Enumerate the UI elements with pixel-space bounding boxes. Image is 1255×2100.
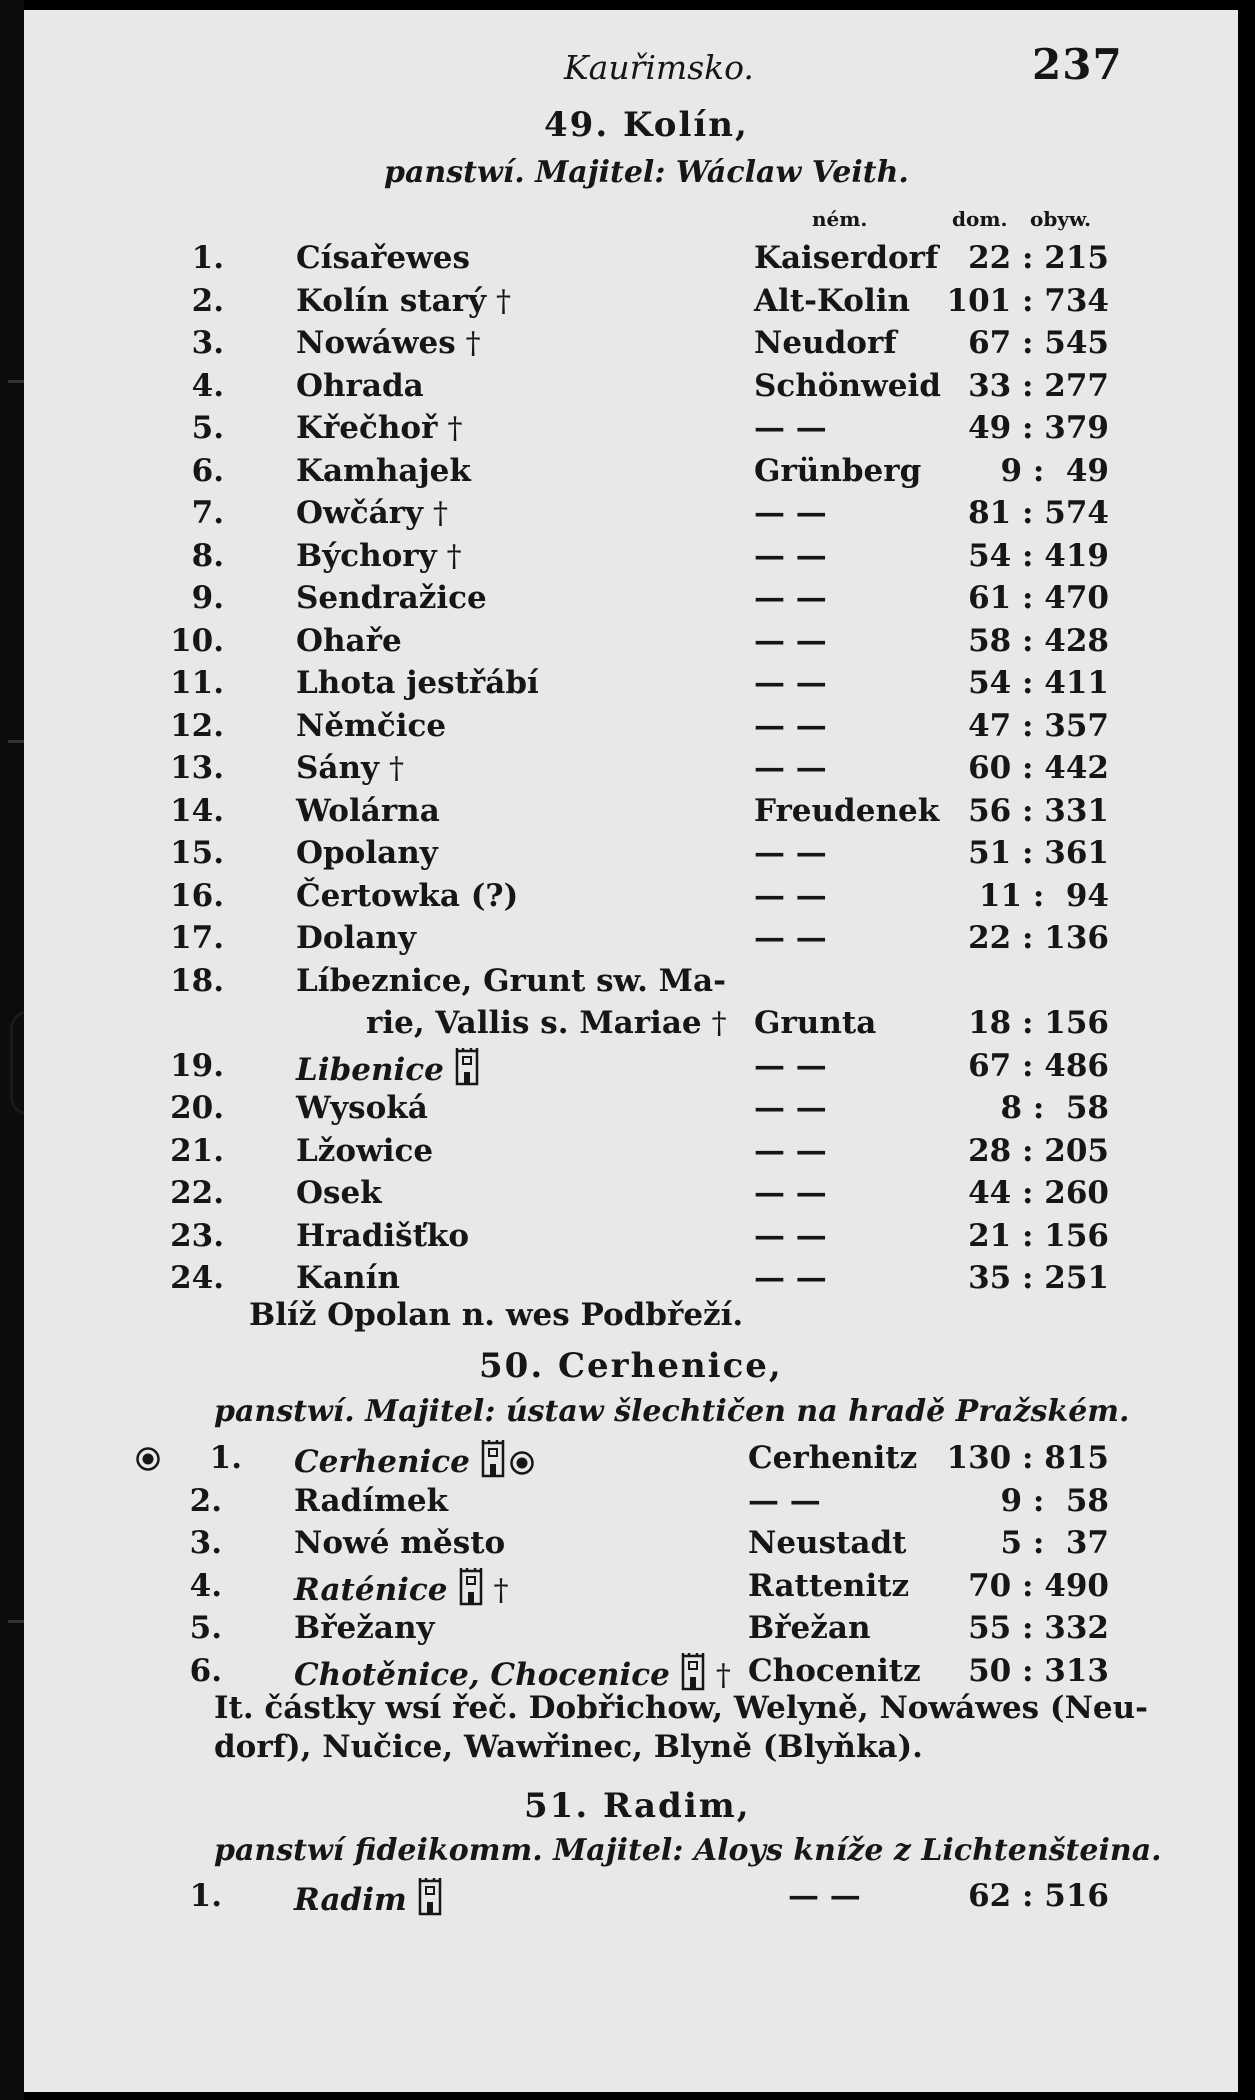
houses-inhabitants: 33 : 277 (968, 367, 1109, 404)
col-header-inhabitants: obyw. (1030, 207, 1092, 231)
table-row (24, 240, 1238, 282)
houses-inhabitants: 50 : 313 (968, 1652, 1109, 1689)
houses-inhabitants: 101 : 734 (946, 282, 1109, 319)
place-name (296, 750, 404, 786)
houses-inhabitants: 28 : 205 (968, 1132, 1109, 1169)
place-name-text: Býchory (296, 537, 437, 574)
running-title: Kauřimsko. (564, 48, 754, 87)
parish-cross-icon: † (711, 1006, 727, 1041)
table-row (24, 453, 1238, 495)
place-name-text: Kanín (296, 1260, 400, 1296)
houses-inhabitants: 61 : 470 (968, 580, 1109, 616)
row-number: 2. (191, 282, 224, 319)
row-number: 22. (170, 1175, 224, 1211)
place-name (296, 1260, 400, 1296)
row-number: 23. (170, 1217, 224, 1254)
table-row (24, 1653, 1238, 1695)
row-number: 7. (191, 495, 224, 531)
table-row (24, 283, 1238, 325)
houses-inhabitants: 54 : 411 (968, 665, 1109, 701)
row-number: 1. (189, 1878, 222, 1914)
german-name: — — (754, 707, 827, 744)
table-row (24, 325, 1238, 367)
place-name (296, 1090, 428, 1126)
table-row (24, 1218, 1238, 1260)
place-name (296, 963, 726, 999)
houses-inhabitants: 60 : 442 (968, 750, 1109, 786)
houses-inhabitants: 22 : 215 (968, 240, 1109, 276)
german-name: — — (788, 1878, 861, 1914)
spine-mark (8, 1620, 24, 1623)
note-line: Blíž Opolan n. wes Podbřeží. (249, 1297, 744, 1333)
row-number: 3. (189, 1525, 222, 1561)
houses-inhabitants: 51 : 361 (968, 835, 1109, 871)
houses-inhabitants: 62 : 516 (968, 1878, 1109, 1914)
german-name: Rattenitz (748, 1567, 910, 1604)
place-name-text: Čertowka (?) (296, 877, 519, 914)
german-name: — — (754, 1047, 827, 1084)
owner-line: panstwí. Majitel: ústaw šlechtičen na hradě Pražském. (214, 1394, 1130, 1429)
houses-inhabitants: 47 : 357 (968, 707, 1109, 744)
german-name: Alt-Kolin (754, 282, 911, 319)
german-name: Kaiserdorf (754, 240, 939, 276)
houses-inhabitants: 8 : 58 (1000, 1090, 1109, 1126)
houses-inhabitants: 11 : 94 (978, 877, 1109, 914)
german-name: — — (754, 1260, 827, 1296)
houses-inhabitants: 54 : 419 (968, 537, 1109, 574)
place-name-text: Cerhenice (294, 1444, 470, 1480)
place-name (296, 708, 446, 744)
spine-mark (8, 380, 24, 383)
row-number: 12. (170, 707, 224, 744)
place-name (296, 665, 539, 701)
place-name-text: Opolany (296, 835, 438, 871)
place-name (294, 1878, 443, 1918)
table-row (24, 1175, 1238, 1217)
table-row (24, 410, 1238, 452)
table-row (24, 1440, 1238, 1482)
german-name: Chocenitz (748, 1652, 921, 1689)
place-name (296, 410, 462, 446)
place-name-text: Radímek (294, 1482, 449, 1519)
houses-inhabitants: 44 : 260 (968, 1175, 1109, 1211)
parish-cross-icon: † (465, 326, 481, 361)
owner-line: panstwí fideikomm. Majitel: Aloys kníže z Lichtenšteina. (214, 1833, 1162, 1868)
houses-inhabitants: 35 : 251 (968, 1260, 1109, 1296)
place-name (296, 325, 481, 361)
place-name-text: Lhota jestřábí (296, 665, 539, 701)
col-header-german: ném. (812, 207, 868, 231)
place-name-text: Raténice (294, 1571, 448, 1608)
castle-icon (454, 1048, 480, 1086)
place-name-text: Radim (294, 1882, 407, 1918)
german-name: — — (754, 1132, 827, 1169)
german-name: — — (754, 410, 827, 446)
place-name-text: Owčáry (296, 495, 423, 531)
table-row (24, 1483, 1238, 1525)
parish-cross-icon: † (433, 496, 448, 531)
row-number: 24. (170, 1260, 224, 1296)
table-row (24, 793, 1238, 835)
castle-icon (458, 1568, 484, 1606)
row-number: 5. (189, 1610, 222, 1646)
place-name-text: Ohaře (296, 622, 402, 659)
castle-icon (417, 1878, 443, 1916)
houses-inhabitants: 49 : 379 (968, 410, 1109, 446)
place-name-text: Nowáwes (296, 325, 456, 361)
place-name-text: Chotěnice, Chocenice (294, 1656, 670, 1693)
table-row (24, 665, 1238, 707)
place-name (296, 495, 448, 531)
parish-cross-icon: † (447, 411, 463, 446)
place-name (296, 793, 440, 829)
table-row (24, 708, 1238, 750)
row-number: 3. (191, 325, 224, 361)
table-row (24, 1525, 1238, 1567)
table-row (24, 1878, 1238, 1920)
row-number: 10. (170, 622, 224, 659)
parish-cross-icon: † (493, 1572, 509, 1608)
place-name (294, 1440, 538, 1480)
german-name: — — (748, 1482, 821, 1519)
german-name: Freudenek (754, 792, 940, 829)
row-number: 13. (170, 750, 224, 786)
place-name (296, 623, 402, 659)
table-row (24, 1005, 1238, 1047)
section-title: 49. Kolín, (544, 105, 749, 145)
place-name-text: Křečhoř (296, 410, 438, 446)
place-name (294, 1610, 435, 1646)
german-name: — — (754, 665, 827, 701)
german-name: Grünberg (754, 452, 922, 489)
row-number: 11. (170, 665, 224, 701)
german-name: — — (754, 495, 827, 531)
note-line: dorf), Nučice, Wawřinec, Blyně (Blyňka). (214, 1729, 923, 1765)
place-name-text: Hradišťko (296, 1217, 470, 1254)
table-row (24, 750, 1238, 792)
row-number: 1. (191, 240, 224, 276)
parish-cross-icon: † (389, 751, 405, 786)
place-name-text: Sány (296, 750, 380, 786)
german-name: Schönweid (754, 367, 941, 404)
place-name (366, 1005, 727, 1041)
houses-inhabitants: 9 : 58 (1000, 1482, 1109, 1519)
place-name (296, 580, 487, 616)
place-name-text: Kamhajek (296, 452, 471, 489)
col-header-houses: dom. (952, 207, 1008, 231)
houses-inhabitants: 22 : 136 (968, 920, 1109, 956)
houses-inhabitants: 70 : 490 (968, 1567, 1109, 1604)
german-name: — — (754, 877, 827, 914)
place-name (296, 1175, 382, 1211)
german-name: — — (754, 835, 827, 871)
table-row (24, 1610, 1238, 1652)
houses-inhabitants: 67 : 486 (968, 1047, 1109, 1084)
german-name: — — (754, 622, 827, 659)
place-name (296, 1048, 480, 1088)
place-name-text: Císařewes (296, 240, 470, 276)
place-name (296, 835, 438, 871)
table-row (24, 623, 1238, 665)
place-name (296, 1218, 469, 1254)
row-number: 2. (189, 1482, 222, 1519)
table-row (24, 1090, 1238, 1132)
table-row (24, 368, 1238, 410)
place-name-text: Břežany (294, 1610, 435, 1646)
german-name: Neudorf (754, 325, 897, 361)
table-row (24, 1568, 1238, 1610)
houses-inhabitants: 9 : 49 (1000, 452, 1109, 489)
german-name: — — (754, 1175, 827, 1211)
row-number: 17. (170, 920, 224, 956)
houses-inhabitants: 130 : 815 (946, 1440, 1109, 1476)
spine-mark (8, 740, 24, 743)
place-name-text: Wolárna (296, 792, 440, 829)
place-name (296, 368, 424, 404)
row-number: 1. (209, 1440, 242, 1476)
place-name-text: Němčice (296, 707, 447, 744)
row-number: 9. (191, 580, 224, 616)
place-name-text: Osek (296, 1175, 382, 1211)
place-name (296, 240, 470, 276)
table-row (24, 1260, 1238, 1302)
german-name: — — (754, 750, 827, 786)
row-number: 8. (191, 537, 224, 574)
houses-inhabitants: 21 : 156 (968, 1217, 1109, 1254)
german-name: Neustadt (748, 1525, 907, 1561)
place-name (296, 538, 462, 574)
table-row (24, 1133, 1238, 1175)
place-name (296, 1133, 433, 1169)
place-name (294, 1483, 448, 1519)
houses-inhabitants: 55 : 332 (968, 1610, 1109, 1646)
place-name-text: Kolín starý (296, 282, 487, 319)
row-number: 4. (189, 1567, 222, 1604)
place-name-text: Lžowice (296, 1132, 434, 1169)
parish-cross-icon: † (496, 283, 512, 319)
german-name: Břežan (748, 1610, 871, 1646)
castle-icon (680, 1653, 706, 1691)
book-spine (0, 0, 24, 2100)
page-number: 237 (1032, 40, 1123, 89)
houses-inhabitants: 67 : 545 (968, 325, 1109, 361)
german-name: — — (754, 537, 827, 574)
german-name: — — (754, 580, 827, 616)
place-name-text: rie, Vallis s. Mariae (366, 1005, 702, 1041)
table-row (24, 580, 1238, 622)
table-row (24, 495, 1238, 537)
table-row (24, 1048, 1238, 1090)
section-title: 50. Cerhenice, (479, 1346, 783, 1386)
houses-inhabitants: 18 : 156 (968, 1005, 1109, 1041)
row-number: 4. (191, 367, 224, 404)
houses-inhabitants: 5 : 37 (1000, 1525, 1109, 1561)
row-number: 15. (170, 835, 224, 871)
place-name (296, 453, 471, 489)
table-row (24, 878, 1238, 920)
german-name: — — (754, 1217, 827, 1254)
castle-icon (480, 1440, 506, 1478)
section-title: 51. Radim, (524, 1786, 751, 1826)
table-row (24, 920, 1238, 962)
table-row (24, 963, 1238, 1005)
german-name: — — (754, 920, 827, 956)
book-page (24, 10, 1238, 2092)
place-name (296, 283, 511, 319)
parish-cross-icon: † (715, 1657, 731, 1693)
houses-inhabitants: 56 : 331 (968, 792, 1109, 829)
german-name: Grunta (754, 1005, 877, 1041)
place-name-text: Ohrada (296, 367, 424, 404)
place-name (294, 1653, 731, 1693)
houses-inhabitants: 58 : 428 (968, 622, 1109, 659)
place-name (296, 920, 416, 956)
row-number: 21. (170, 1132, 224, 1169)
place-name (296, 878, 518, 914)
row-number: 16. (170, 877, 224, 914)
place-name-text: Líbeznice, Grunt sw. Ma- (296, 962, 726, 999)
place-name (294, 1568, 509, 1608)
row-number: 6. (189, 1652, 222, 1689)
place-name (294, 1525, 505, 1561)
place-name-text: Wysoká (296, 1090, 428, 1126)
parish-cross-icon: † (446, 538, 462, 574)
row-number: 6. (191, 452, 224, 489)
german-name: — — (754, 1090, 827, 1126)
german-name: Cerhenitz (748, 1440, 918, 1476)
houses-inhabitants: 81 : 574 (968, 495, 1109, 531)
owner-line: panstwí. Majitel: Wáclaw Veith. (384, 155, 909, 190)
row-number: 19. (170, 1047, 224, 1084)
place-name-text: Nowé město (294, 1525, 506, 1561)
place-name-text: Sendražice (296, 580, 487, 616)
town-seal-icon (510, 1451, 534, 1475)
table-row (24, 538, 1238, 580)
row-number: 18. (170, 962, 224, 999)
row-number: 14. (170, 792, 224, 829)
place-name-text: Dolany (296, 920, 416, 956)
row-number: 20. (170, 1090, 224, 1126)
note-line: It. částky wsí řeč. Dobřichow, Welyně, Nowáwes (Neu- (214, 1690, 1149, 1726)
row-number: 5. (191, 410, 224, 446)
place-name-text: Libenice (296, 1051, 444, 1088)
table-row (24, 835, 1238, 877)
